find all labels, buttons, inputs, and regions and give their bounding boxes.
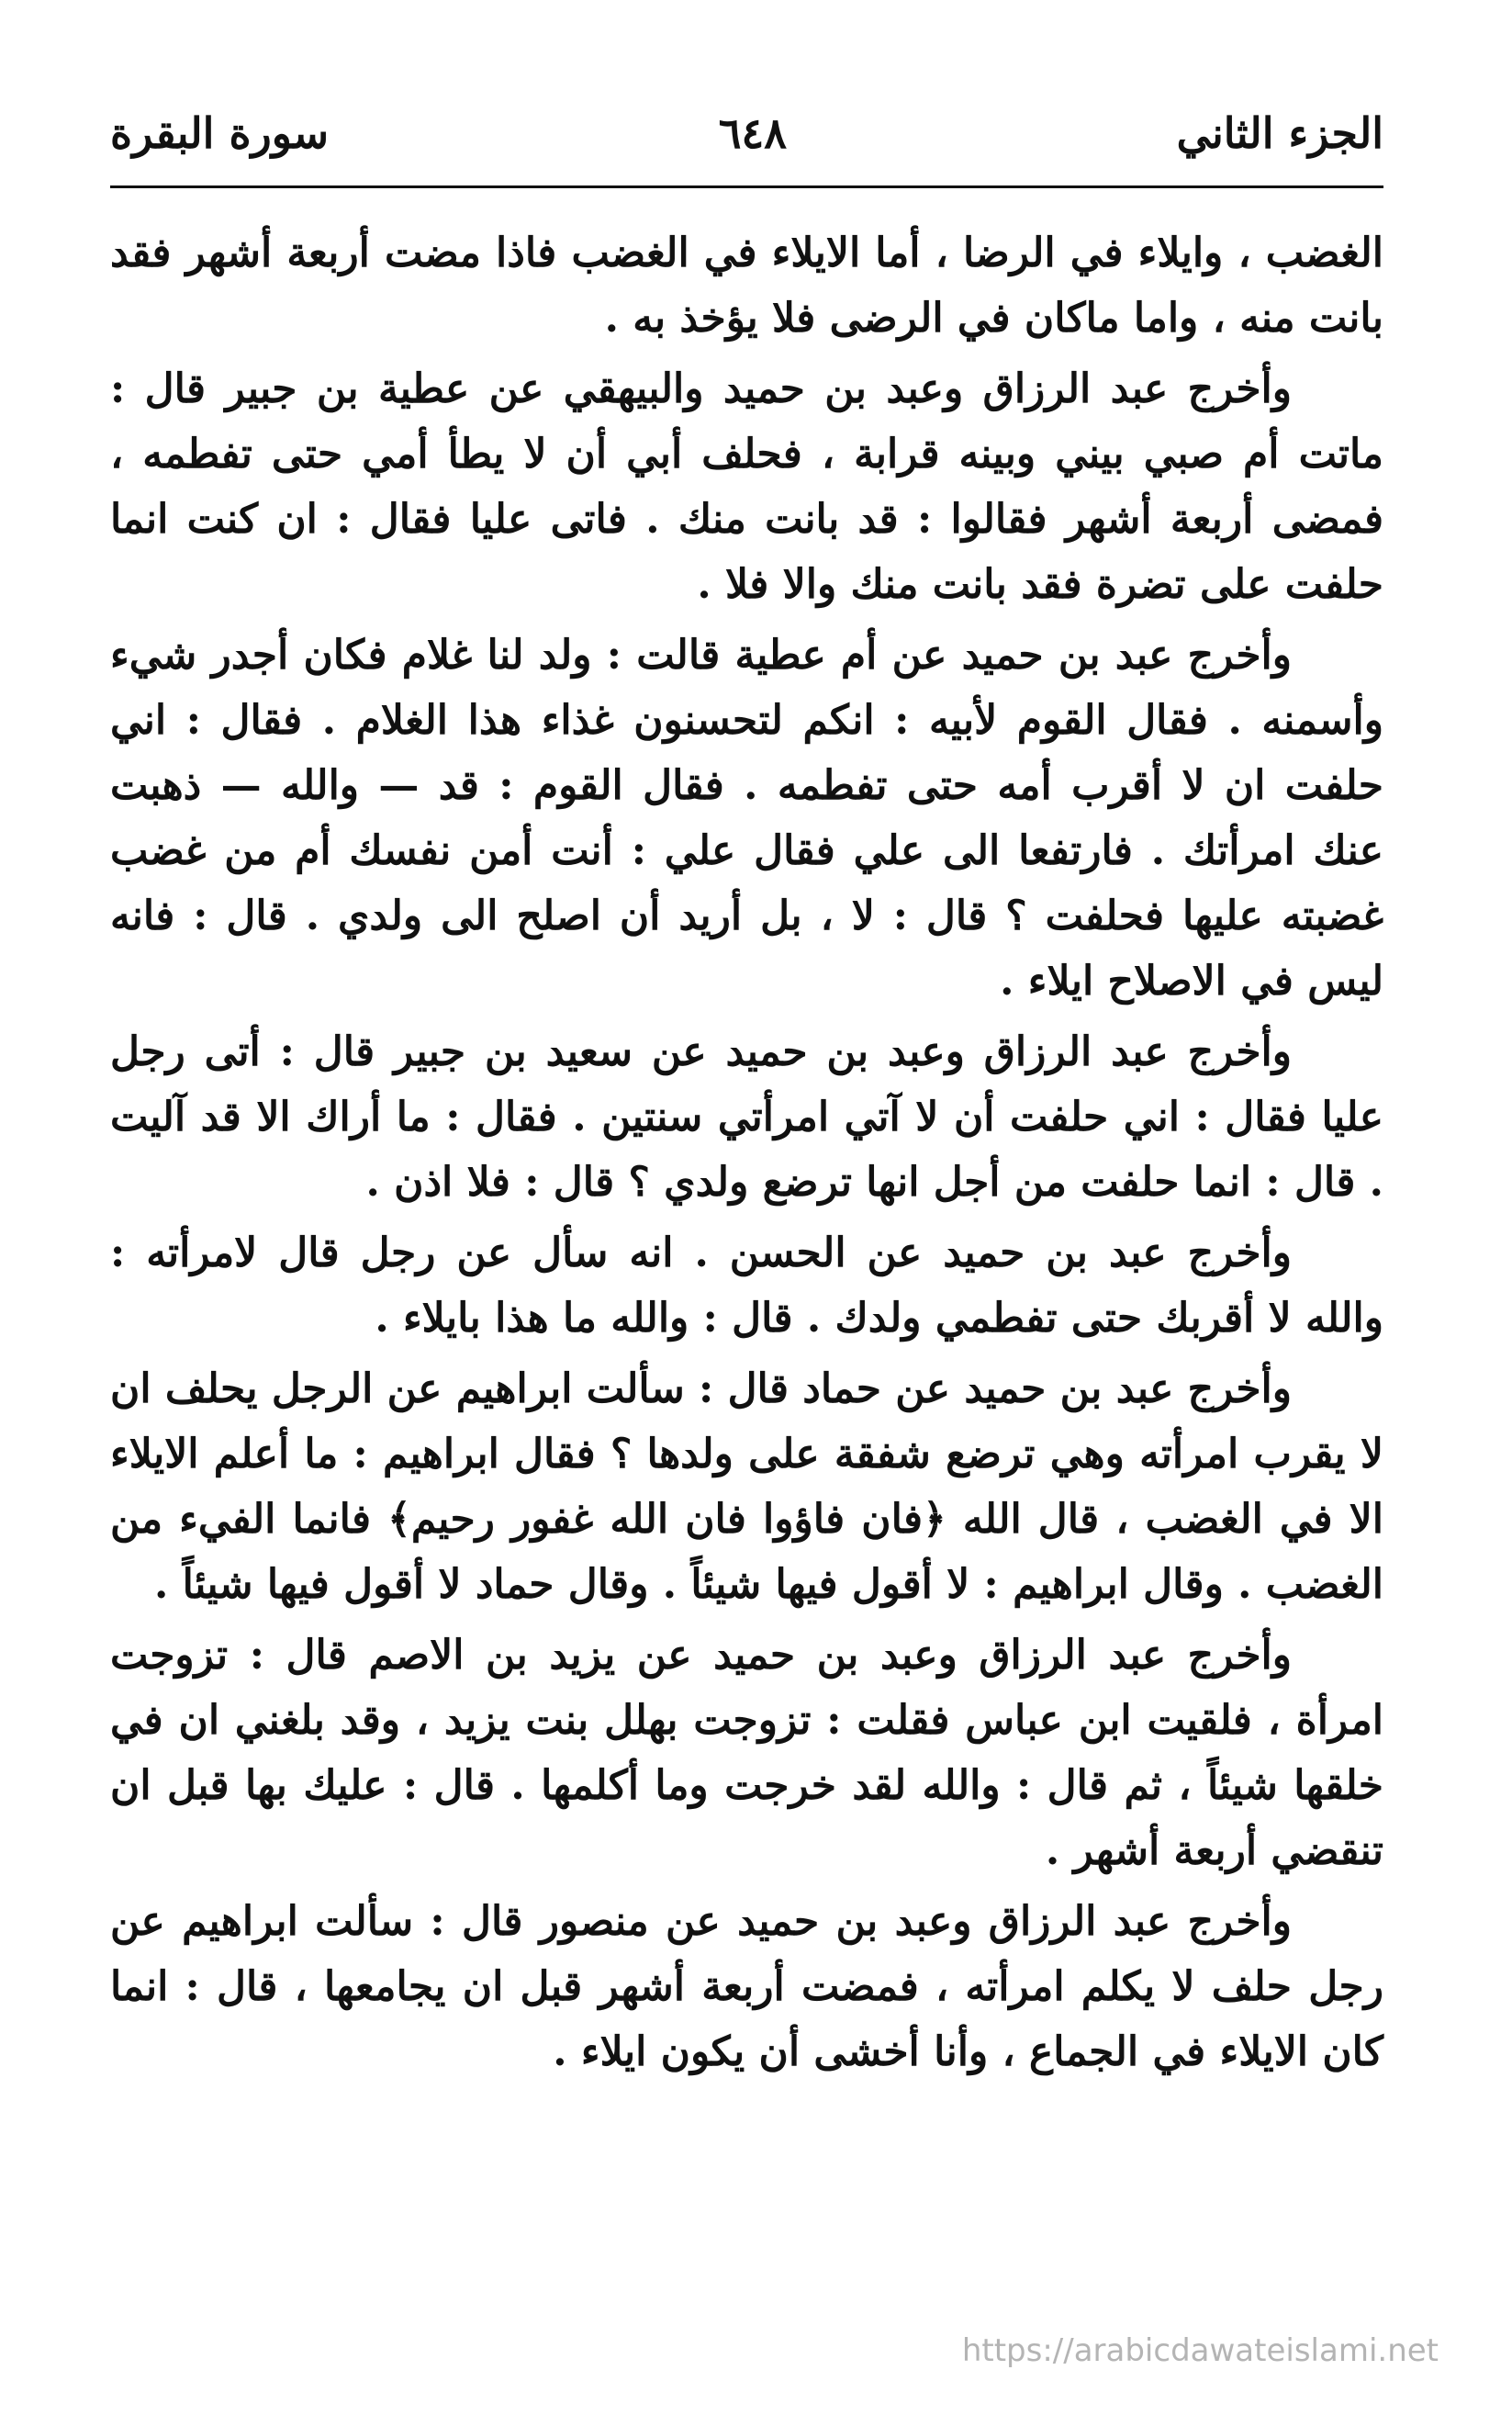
volume-title: الجزء الثاني [1176,108,1383,158]
surah-title: سورة البقرة [110,108,330,158]
source-watermark: https://arabicdawateislami.net [961,2332,1439,2369]
paragraph-6: وأخرج عبد بن حميد عن حماد قال : سألت ابراهيم عن الرجل يحلف ان لا يقرب امرأته وهي ترضع شفقة على ولدها ؟ فقال ابراهيم : ما أعلم الايلاء الا في الغضب ، قال الله ﴿فان فاؤوا فان الله غفور رحيم﴾ فانما الفيء من الغضب . وقال ابراهيم : لا أقول فيها شيئاً . وقال حماد لا أقول فيها شيئاً . [110,1365,1383,1608]
paragraph-7: وأخرج عبد الرزاق وعبد بن حميد عن يزيد بن الاصم قال : تزوجت امرأة ، فلقيت ابن عباس فقلت : تزوجت بهلل بنت يزيد ، وقد بلغني ان في خلقها شيئاً ، ثم قال : والله لقد خرجت وما أكلمها . قال : عليك بها قبل ان تنقضي أربعة أشهر . [110,1632,1383,1874]
running-header [110,92,1383,174]
paragraph-5: وأخرج عبد بن حميد عن الحسن . انه سأل عن رجل قال لامرأته : والله لا أقربك حتى تفطمي ولدك . قال : والله ما هذا بايلاء . [110,1230,1383,1342]
paragraph-4: وأخرج عبد الرزاق وعبد بن حميد عن سعيد بن جبير قال : أتى رجل عليا فقال : اني حلفت أن لا آتي امرأتي سنتين . فقال : ما أراك الا قد آليت . قال : انما حلفت من أجل انها ترضع ولدي ؟ قال : فلا اذن . [110,1028,1383,1206]
page-number: ٦٤٨ [718,108,787,158]
paragraph-8: وأخرج عبد الرزاق وعبد بن حميد عن منصور قال : سألت ابراهيم عن رجل حلف لا يكلم امرأته ، فمضت أربعة أشهر قبل ان يجامعها ، قال : انما كان الايلاء في الجماع ، وأنا أخشى أن يكون ايلاء . [110,1898,1383,2075]
paragraph-1: الغضب ، وايلاء في الرضا ، أما الايلاء في الغضب فاذا مضت أربعة أشهر فقد بانت منه ، واما ماكان في الرضى فلا يؤخذ به . [110,230,1383,342]
header-divider [110,185,1383,188]
paragraph-3: وأخرج عبد بن حميد عن أم عطية قالت : ولد لنا غلام فكان أجدر شيء وأسمنه . فقال القوم لأبيه : انكم لتحسنون غذاء هذا الغلام . فقال : اني حلفت ان لا أقرب أمه حتى تفطمه . فقال القوم : قد — والله — ذهبت عنك امرأتك . فارتفعا الى علي فقال علي : أنت أمن نفسك أم من غضب غضبته عليها فحلفت ؟ قال : لا ، بل أريد أن اصلح الى ولدي . قال : فانه ليس في الاصلاح ايلاء . [110,632,1383,1005]
page-body [110,220,1383,2090]
paragraph-2: وأخرج عبد الرزاق وعبد بن حميد والبيهقي عن عطية بن جبير قال : ماتت أم صبي بيني وبينه قرابة ، فحلف أبي أن لا يطأ أمي حتى تفطمه ، فمضى أربعة أشهر فقالوا : قد بانت منك . فاتى عليا فقال : ان كنت انما حلفت على تضرة فقد بانت منك والا فلا . [110,365,1383,608]
